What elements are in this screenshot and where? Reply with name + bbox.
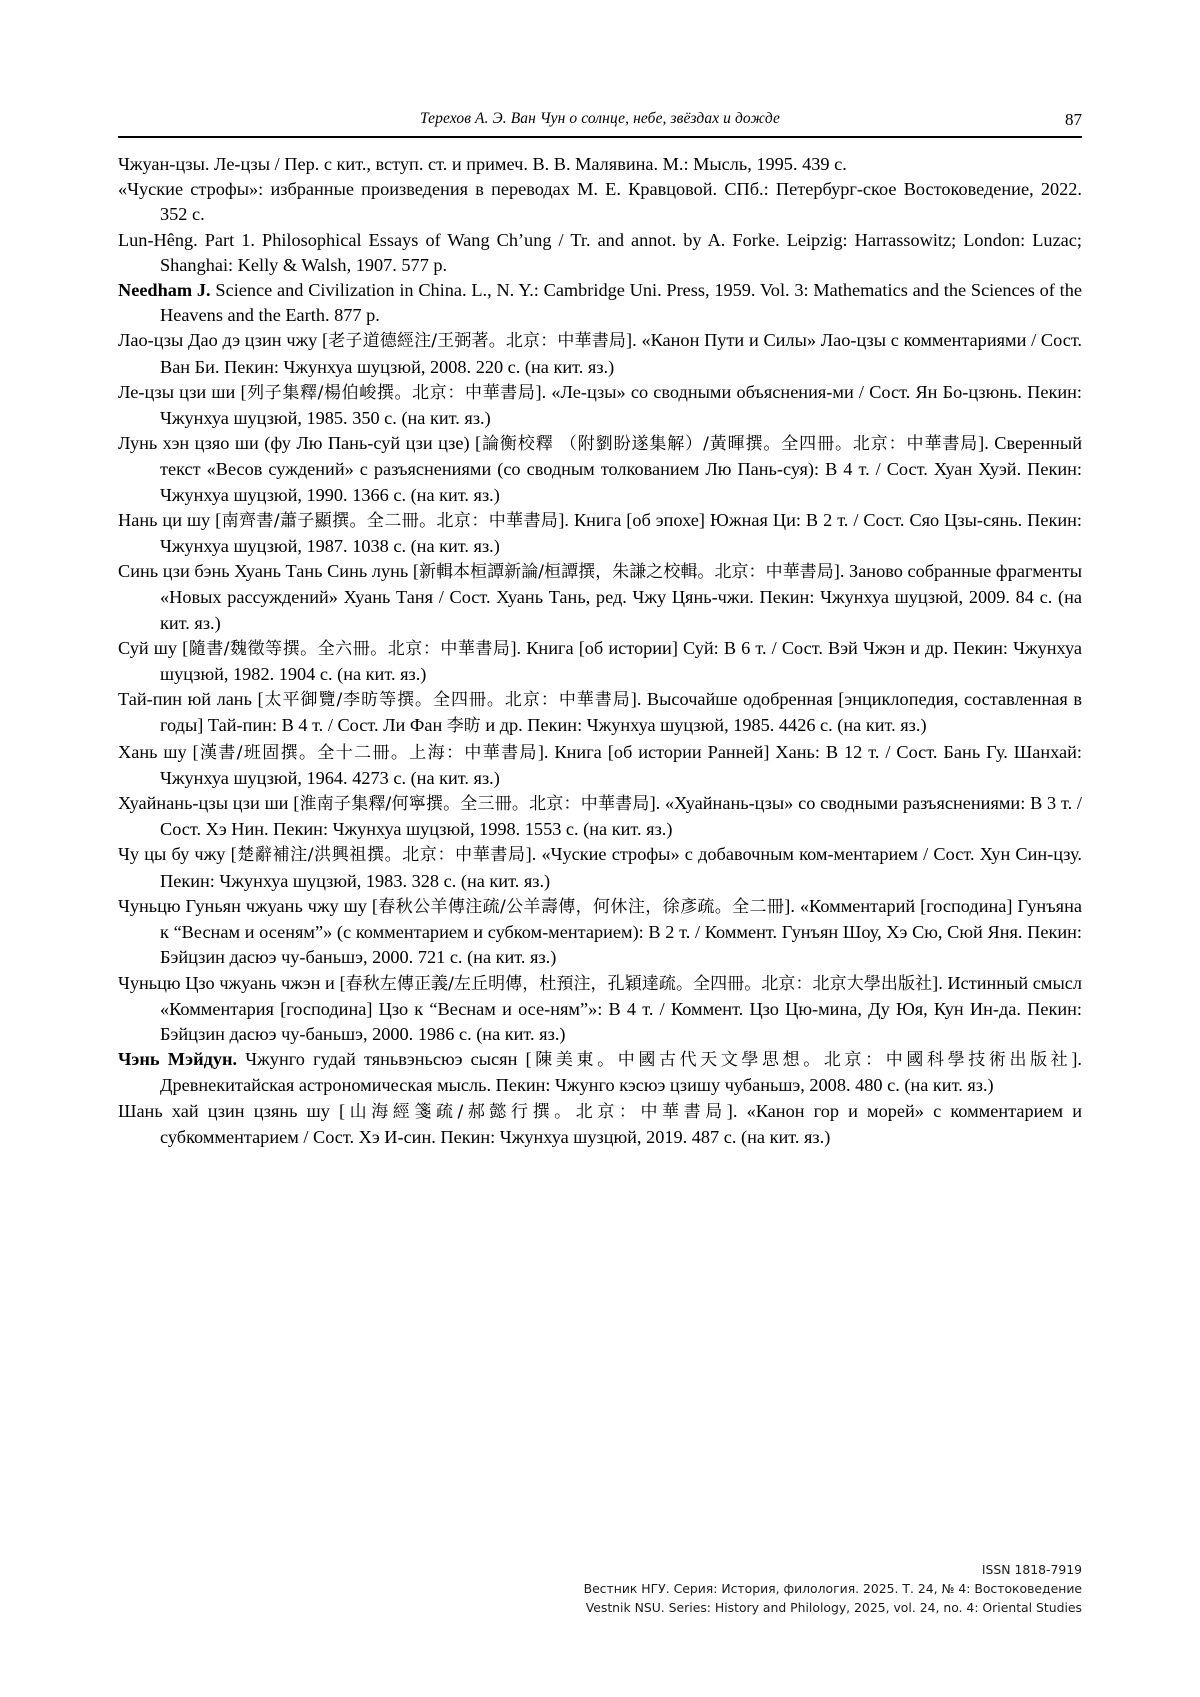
reference-list — [118, 152, 1082, 1150]
bibliography-entry: Ле-цзы цзи ши [列子集釋/楊伯峻撰。北京：中華書局]. «Ле-цзы» со сводными объяснения-ми / Сост. Ян Бо-цзюнь. Пекин: Чжунхуа шуцзюй, 1985. 350 с. (на кит. яз.) — [118, 381, 1082, 429]
bibliography-entry: Хуайнань-цзы цзи ши [淮南子集釋/何寧撰。全三冊。北京：中華書局]. «Хуайнань-цзы» со сводными разъяснениями: В 3 т. / Сост. Хэ Нин. Пекин: Чжунхуа шуцзюй, 1998. 1553 с. (на кит. яз.) — [118, 793, 1083, 840]
bibliography-entry: Чуньцю Цзо чжуань чжэн и [春秋左傳正義/左丘明傳，杜預注，孔穎達疏。全四冊。北京：北京大學出版社]. Истинный смысл «Комментария [господина] Цзо к “Веснам и осе-ням”»: В 4 т. / Коммент. Цзо Цю-мина, Ду Юя, Кун Ин-да. Пекин: Бэйцзин дасюэ чу-баньшэ, 2000. 1986 с. (на кит. яз.) — [118, 972, 1082, 1044]
running-title: Терехов А. Э. Ван Чун о солнце, небе, звёздах и дожде — [419, 110, 781, 127]
bibliography-entry: Needham J. Science and Civilization in China. L., N. Y.: Cambridge Uni. Press, 1959. Vol. 3: Mathematics and the Sciences of the Heavens and the Earth. 877 p. — [118, 280, 1082, 326]
bibliography-entry: Нань ци шу [南齊書/蕭子顯撰。全二冊。北京：中華書局]. Книга [об эпохе] Южная Ци: В 2 т. / Сост. Сяо Цзы-сянь. Пекин: Чжунхуа шуцзюй, 1987. 1038 с. (на кит. яз.) — [118, 509, 1082, 557]
bibliography-entry: Лао-цзы Дао дэ цзин чжу [老子道德經注/王弼著。北京：中華書局]. «Канон Пути и Силы» Лао-цзы с комментариями / Сост. Ван Би. Пекин: Чжунхуа шуцзюй, 2008. 220 с. (на кит. яз.) — [118, 330, 1083, 377]
page-header — [118, 110, 1082, 128]
bibliography-entry: Хань шу [漢書/班固撰。全十二冊。上海：中華書局]. Книга [об истории Ранней] Хань: В 12 т. / Сост. Бань Гу. Шанхай: Чжунхуа шуцзюй, 1964. 4273 с. (на кит. яз.) — [118, 741, 1083, 788]
bibliography-entry: Чуньцю Гуньян чжуань чжу шу [春秋公羊傳注疏/公羊壽傳，何休注，徐彥疏。全二冊]. «Комментарий [господина] Гунъяна к “Веснам и осеням”» (с комментарием и субком-ментарием): В 2 т. / Коммент. Гунъян Шоу, Хэ Сю, Сюй Яня. Пекин: Бэйцзин дасюэ чу-баньшэ, 2000. 721 с. (на кит. яз.) — [118, 895, 1082, 968]
bibliography-entry: Лунь хэн цзяо ши (фу Лю Пань-суй цзи цзе) [論衡校釋 （附劉盼遂集解）/黃暉撰。全四冊。北京：中華書局]. Сверенный текст «Весов суждений» с разъяснениями (со сводным толкованием Лю Пань-суя): В 4 т. / Сост. Хуан Хуэй. Пекин: Чжунхуа шуцзюй, 1990. 1366 с. (на кит. яз.) — [118, 433, 1083, 505]
page-number: 87 — [1065, 110, 1082, 129]
footer-issn: ISSN 1818-7919 — [981, 1562, 1082, 1577]
bibliography-entry: Lun-Hêng. Part 1. Philosophical Essays of Wang Ch’ung / Tr. and annot. by A. Forke. Leipzig: Harrassowitz; London: Luzac; Shanghai: Kelly & Walsh, 1907. 577 p. — [118, 229, 1082, 275]
bibliography-entry: Суй шу [隨書/魏徵等撰。全六冊。北京：中華書局]. Книга [об истории] Суй: В 6 т. / Сост. Вэй Чжэн и др. Пекин: Чжунхуа шуцзюй, 1982. 1904 с. (на кит. яз.) — [118, 637, 1083, 685]
bibliography-entry: Чу цы бу чжу [楚辭補注/洪興祖撰。北京：中華書局]. «Чуские строфы» с добавочным ком-ментарием / Сост. Хун Син-цзу. Пекин: Чжунхуа шуцзюй, 1983. 328 с. (на кит. яз.) — [118, 844, 1082, 891]
bibliography-entry: Синь цзи бэнь Хуань Тань Синь лунь [新輯本桓譚新論/桓譚撰，朱謙之校輯。北京：中華書局]. Заново собранные фрагменты «Новых рассуждений» Хуань Таня / Сост. Хуань Тань, ред. Чжу Цянь-чжи. Пекин: Чжунхуа шуцзюй, 2009. 84 с. (на кит. яз.) — [118, 561, 1082, 633]
bibliography-entry: Шань хай цзин цзянь шу [山海經箋疏/郝懿行撰。北京：中華書局]. «Канон гор и морей» с комментарием и субкомментарием / Сост. Хэ И-син. Пекин: Чжунхуа шузцюй, 2019. 487 с. (на кит. яз.) — [118, 1100, 1082, 1147]
bibliography-entry: Чэнь Мэйдун. Чжунго гудай тяньвэньсюэ сысян [陳美東。中國古代天文學思想。北京：中國科學技術出版社]. Древнекитайская астрономическая мысль. Пекин: Чжунго кэсюэ цзишу чубаньшэ, 2008. 480 с. (на кит. яз.) — [118, 1049, 1082, 1096]
page-footer — [118, 1560, 1082, 1617]
bibliography-entry: Тай-пин юй лань [太平御覽/李昉等撰。全四冊。北京：中華書局]. Высочайше одобренная [энциклопедия, составленная в годы] Тай-пин: В 4 т. / Сост. Ли Фан 李昉 и др. Пекин: Чжунхуа шуцзюй, 1985. 4426 с. (на кит. яз.) — [118, 689, 1083, 737]
header-rule — [118, 136, 1082, 138]
footer-journal-ru: Вестник НГУ. Серия: История, филология. 2025. Т. 24, № 4: Востоковедение — [583, 1581, 1082, 1596]
bibliography-entry: Чжуан-цзы. Ле-цзы / Пер. с кит., вступ. ст. и примеч. В. В. Малявина. М.: Мысль, 1995. 439 с. — [118, 154, 847, 174]
footer-journal-en: Vestnik NSU. Series: History and Philology, 2025, vol. 24, no. 4: Oriental Studies — [585, 1600, 1082, 1615]
bibliography-entry: «Чуские строфы»: избранные произведения в переводах М. Е. Кравцовой. СПб.: Петербург-ское Востоковедение, 2022. 352 с. — [118, 179, 1082, 225]
